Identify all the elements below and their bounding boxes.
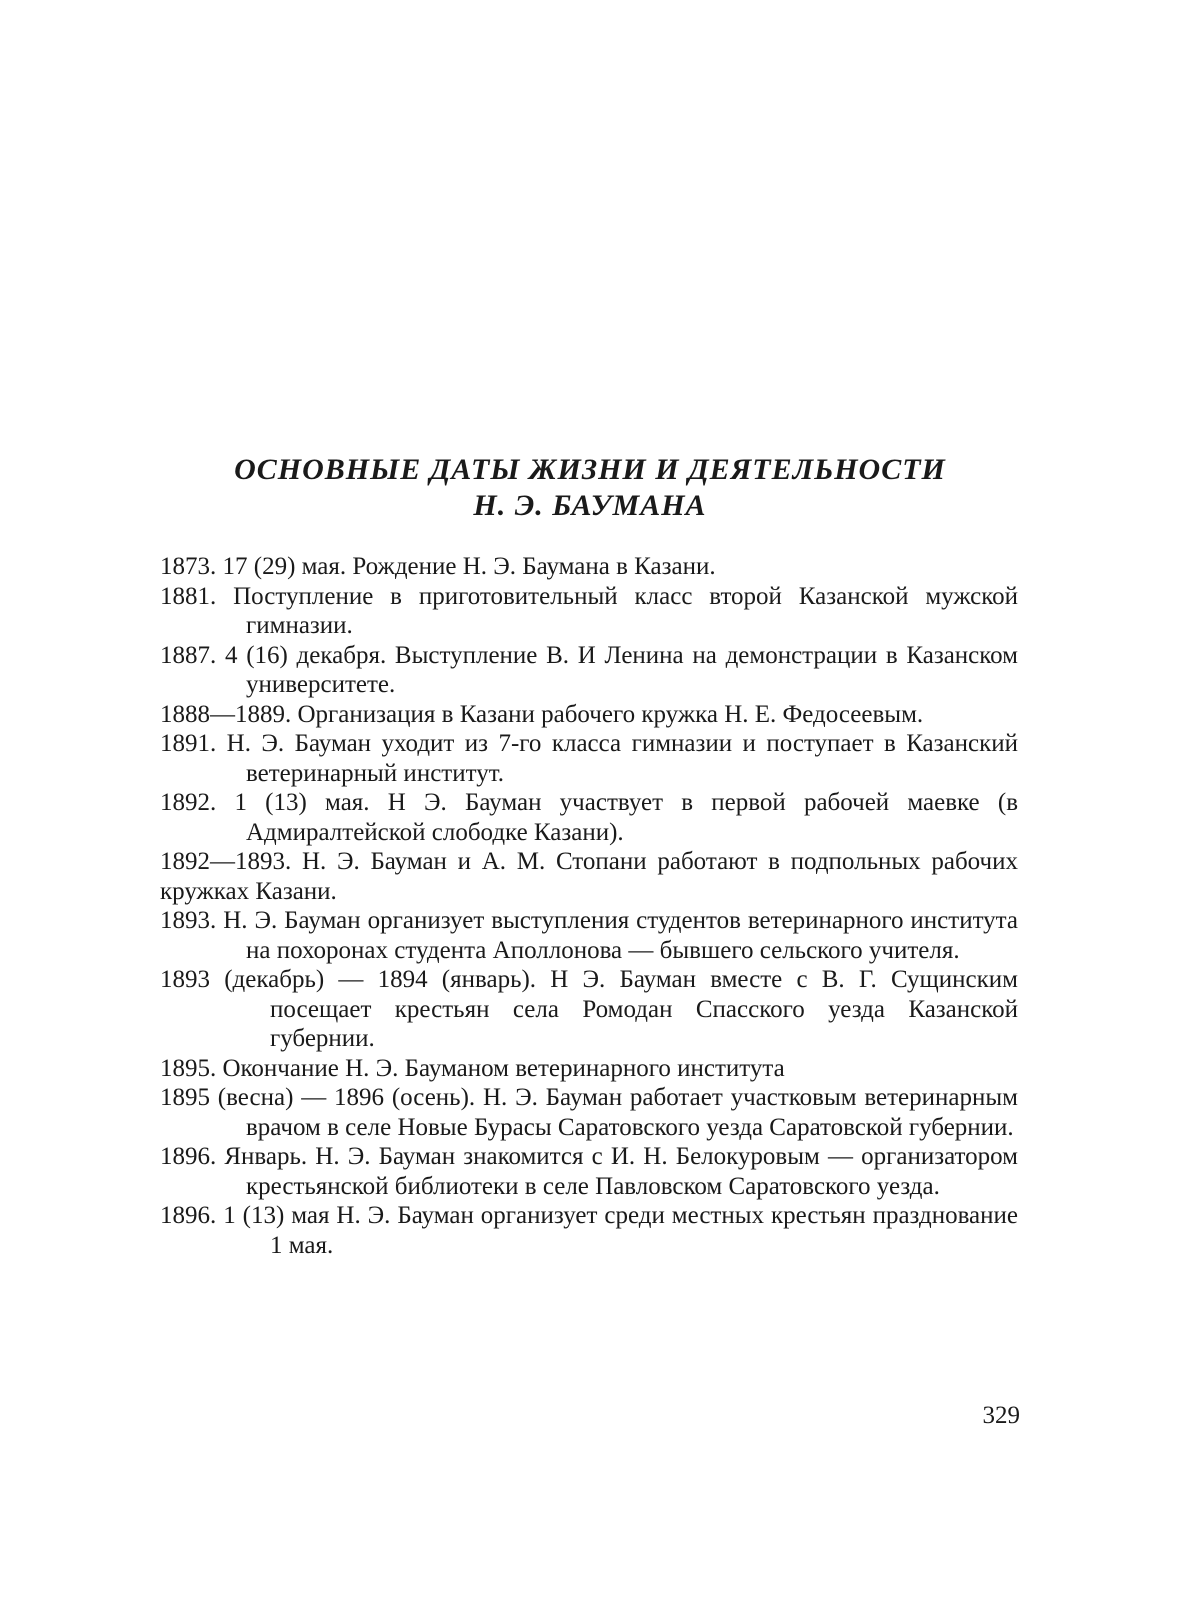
chapter-title [150,452,1030,524]
chronology-entry: 1873. 17 (29) мая. Рождение Н. Э. Баумана в Казани. [160,553,716,580]
chronology-entry: 1892. 1 (13) мая. Н Э. Бауман участвует в первой рабочей маевке (в Адмиралтейской слободке Казани). [160,789,1018,846]
chronology-entry: 1893. Н. Э. Бауман организует выступления студентов ветеринарного института на похоронах студента Аполлонова — бывшего сельского учителя. [160,907,1018,964]
chronology-entry: 1888—1889. Организация в Казани рабочего кружка Н. Е. Федосеевым. [160,700,924,728]
chapter-title-line-2: Н. Э. БАУМАНА [473,489,707,522]
chronology-entry: 1895. Окончание Н. Э. Бауманом ветеринарного института [160,1054,785,1082]
chronology-entry: 1893 (декабрь) — 1894 (январь). Н Э. Бауман вместе с В. Г. Сущинским посещает крестьян села Ромодан Спасского уезда Казанской губернии. [160,966,1018,1052]
chronology-entry: 1881. Поступление в приготовительный класс второй Казанской мужской гимназии. [160,582,1018,639]
chronology-entry: 1892—1893. Н. Э. Бауман и А. М. Стопани работают в подпольных рабочих кружках Казани. [160,848,1018,905]
chapter-title-line-1: ОСНОВНЫЕ ДАТЫ ЖИЗНИ И ДЕЯТЕЛЬНОСТИ [234,453,946,486]
page-number: 329 [982,1402,1020,1429]
chronology-entry: 1887. 4 (16) декабря. Выступление В. И Ленина на демонстрации в Казанском университете. [160,641,1018,698]
chronology-entry: 1896. Январь. Н. Э. Бауман знакомится с И. Н. Белокуровым — организатором крестьянской библиотеки в селе Павловском Саратовского уезда. [160,1143,1018,1200]
chronology-entry: 1896. 1 (13) мая Н. Э. Бауман организует среди местных крестьян празднование 1 мая. [160,1202,1018,1259]
chronology-list [160,552,1018,1260]
chronology-entry: 1891. Н. Э. Бауман уходит из 7-го класса гимназии и поступает в Казанский ветеринарный институт. [160,730,1018,787]
chronology-entry: 1895 (весна) — 1896 (осень). Н. Э. Бауман работает участковым ветеринарным врачом в селе Новые Бурасы Саратовского уезда Саратовской губернии. [160,1084,1018,1141]
